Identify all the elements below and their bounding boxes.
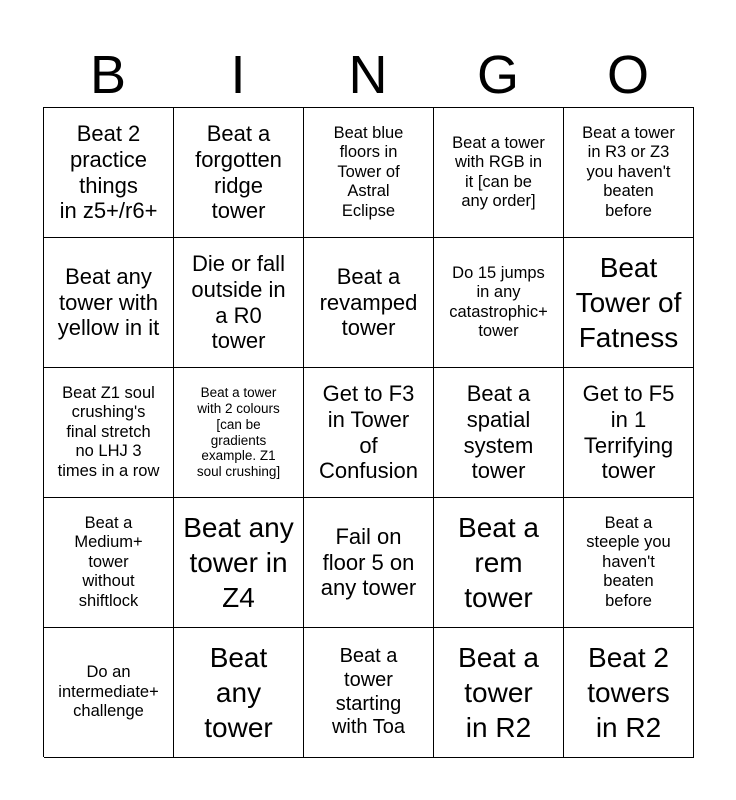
cell-text: Beat a tower starting with Toa — [331, 645, 405, 739]
cell-text: Get to F3 in Tower of Confusion — [318, 380, 419, 484]
cell-text: Beat 2 practice things in z5+/r6+ — [59, 120, 158, 224]
header-letter-o: O — [606, 45, 649, 105]
bingo-cell-r4c3[interactable] — [304, 498, 434, 628]
bingo-cell-r4c5[interactable] — [564, 498, 694, 628]
bingo-cell-r5c2[interactable] — [174, 628, 304, 758]
bingo-cell-r3c2[interactable] — [174, 368, 304, 498]
header-letter-g: G — [476, 45, 519, 105]
cell-text: Beat any tower with yellow in it — [57, 263, 160, 341]
cell-text: Beat a tower with RGB in it [can be any order] — [452, 133, 545, 210]
bingo-cell-r3c3[interactable] — [304, 368, 434, 498]
cell-text: Die or fall outside in a R0 tower — [191, 250, 286, 354]
bingo-cell-r2c3[interactable] — [304, 238, 434, 368]
cell-text: Beat any tower — [204, 642, 273, 743]
bingo-cell-r2c2[interactable] — [174, 238, 304, 368]
bingo-cell-r1c4[interactable] — [434, 108, 564, 238]
cell-text: Do an intermediate+ challenge — [58, 663, 159, 721]
cell-text: Do 15 jumps in any catastrophic+ tower — [449, 263, 548, 340]
bingo-cell-r1c3[interactable] — [304, 108, 434, 238]
cell-text: Beat a tower in R2 — [458, 642, 539, 743]
cell-text: Beat blue floors in Tower of Astral Eclipse — [333, 123, 404, 220]
bingo-cell-r2c5[interactable] — [564, 238, 694, 368]
header-letter-b: B — [89, 45, 127, 105]
bingo-board — [43, 107, 694, 757]
cell-text: Beat any tower in Z4 — [183, 512, 294, 613]
bingo-cell-r4c4[interactable] — [434, 498, 564, 628]
cell-text: Beat 2 towers in R2 — [587, 642, 670, 743]
bingo-cell-r3c4[interactable] — [434, 368, 564, 498]
bingo-cell-r5c5[interactable] — [564, 628, 694, 758]
header-letter-i: I — [230, 45, 246, 105]
cell-text: Beat a Medium+ tower without shiftlock — [74, 513, 143, 610]
bingo-cell-r3c5[interactable] — [564, 368, 694, 498]
bingo-cell-r3c1[interactable] — [44, 368, 174, 498]
cell-text: Fail on floor 5 on any tower — [320, 523, 417, 601]
cell-text: Get to F5 in 1 Terrifying tower — [582, 380, 675, 484]
cell-text: Beat a revamped tower — [319, 263, 418, 341]
cell-text: Beat a tower in R3 or Z3 you haven't beaten before — [582, 123, 675, 220]
bingo-header — [43, 44, 693, 106]
cell-text: Beat a forgotten ridge tower — [195, 120, 282, 224]
cell-text: Beat a tower with 2 colours [can be gradients example. Z1 soul crushing] — [196, 384, 281, 480]
bingo-cell-r2c4[interactable] — [434, 238, 564, 368]
cell-text: Beat a spatial system tower — [463, 380, 534, 484]
cell-text: Beat Tower of Fatness — [575, 252, 682, 353]
bingo-cell-r5c4[interactable] — [434, 628, 564, 758]
bingo-cell-r2c1[interactable] — [44, 238, 174, 368]
bingo-cell-r4c2[interactable] — [174, 498, 304, 628]
bingo-cell-r1c5[interactable] — [564, 108, 694, 238]
header-letter-n: N — [348, 45, 388, 105]
cell-text: Beat Z1 soul crushing's final stretch no LHJ 3 times in a row — [57, 383, 160, 480]
bingo-cell-r1c1[interactable] — [44, 108, 174, 238]
bingo-cell-r4c1[interactable] — [44, 498, 174, 628]
bingo-cell-r1c2[interactable] — [174, 108, 304, 238]
bingo-cell-r5c1[interactable] — [44, 628, 174, 758]
cell-text: Beat a steeple you haven't beaten before — [586, 513, 671, 610]
cell-text: Beat a rem tower — [458, 512, 539, 613]
bingo-cell-r5c3[interactable] — [304, 628, 434, 758]
